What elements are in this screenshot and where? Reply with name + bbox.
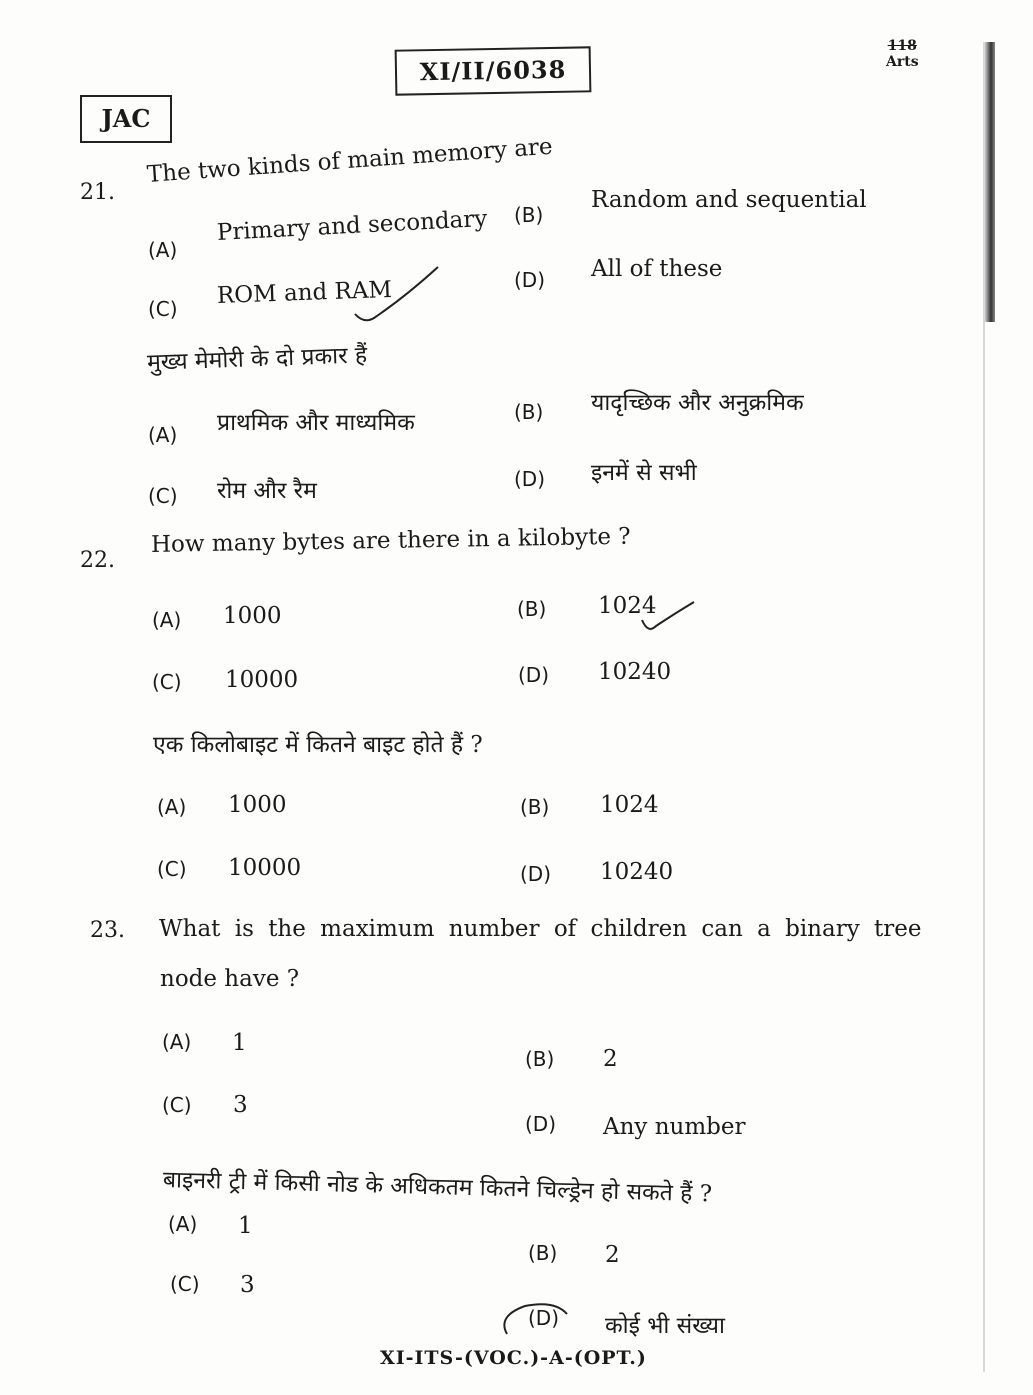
option-label: (C)	[148, 297, 178, 321]
question-number: 23.	[90, 918, 125, 943]
question-text-hindi: एक किलोबाइट में कितने बाइट होते हैं ?	[153, 732, 483, 758]
option-label: (A)	[162, 1030, 192, 1054]
option-text: 10000	[225, 667, 299, 693]
footer-code: XI-ITS-(VOC.)-A-(OPT.)	[380, 1347, 647, 1369]
option-label: (A)	[152, 608, 182, 632]
question-text-hindi: मुख्य मेमोरी के दो प्रकार हैं	[146, 342, 368, 376]
option-label: (C)	[170, 1272, 200, 1296]
handwritten-tick-mark	[350, 262, 450, 332]
option-text: रोम और रैम	[217, 478, 317, 504]
question-number: 22.	[80, 548, 115, 573]
option-label: (D)	[525, 1112, 557, 1136]
option-text: 3	[240, 1272, 255, 1298]
page-number: 118	[887, 38, 917, 54]
question-text-cont: node have ?	[160, 966, 300, 992]
option-text: इनमें से सभी	[591, 460, 697, 486]
handwritten-tick-mark	[640, 596, 700, 636]
question-text: What is the maximum number of children can a binary tree	[159, 916, 922, 942]
option-label: (B)	[514, 400, 544, 424]
option-text: 10000	[228, 855, 302, 881]
option-text: 1	[238, 1213, 253, 1239]
option-text: 10240	[600, 859, 674, 885]
option-label: (B)	[520, 795, 550, 819]
option-text: 1	[232, 1030, 247, 1056]
option-text: Random and sequential	[591, 187, 867, 213]
option-text: 1000	[223, 603, 282, 629]
option-label: (D)	[518, 663, 550, 687]
option-text: कोई भी संख्या	[605, 1313, 725, 1339]
option-label: (B)	[525, 1047, 555, 1071]
option-text: 1000	[228, 792, 287, 818]
option-text: प्राथमिक और माध्यमिक	[217, 410, 415, 436]
option-label: (D)	[528, 1306, 560, 1330]
option-label: (D)	[514, 268, 546, 292]
option-label: (D)	[520, 862, 552, 886]
question-text-hindi: बाइनरी ट्री में किसी नोड के अधिकतम कितने चिल्ड्रेन हो सकते हैं ?	[162, 1167, 713, 1208]
option-label: (A)	[148, 238, 178, 262]
paper-code-box: XI/II/6038	[395, 46, 592, 95]
option-text: ROM and RAM	[216, 276, 393, 309]
question-text: The two kinds of main memory are	[146, 133, 554, 188]
board-box: JAC	[80, 95, 172, 143]
option-label: (C)	[152, 670, 182, 694]
option-text: 1024	[598, 593, 657, 619]
page-edge-binding	[985, 42, 995, 322]
option-text: Any number	[603, 1114, 746, 1140]
option-text: Primary and secondary	[216, 205, 488, 246]
option-text: 2	[603, 1046, 618, 1072]
option-text: 2	[605, 1242, 620, 1268]
option-text: 10240	[598, 659, 672, 685]
handwritten-circle-mark	[495, 1296, 575, 1346]
option-label: (A)	[148, 423, 178, 447]
option-text: 1024	[600, 792, 659, 818]
option-text: 3	[233, 1092, 248, 1118]
page-number-block	[886, 38, 919, 70]
option-label: (A)	[157, 795, 187, 819]
question-text: How many bytes are there in a kilobyte ?	[150, 523, 631, 558]
option-label: (C)	[162, 1093, 192, 1117]
option-label: (C)	[148, 484, 178, 508]
option-text: All of these	[591, 256, 723, 282]
stream-label: Arts	[886, 54, 919, 70]
option-label: (B)	[514, 203, 544, 227]
question-number: 21.	[80, 180, 115, 205]
option-text: यादृच्छिक और अनुक्रमिक	[591, 390, 804, 416]
option-label: (B)	[517, 597, 547, 621]
option-label: (D)	[514, 467, 546, 491]
option-label: (C)	[157, 857, 187, 881]
option-label: (A)	[168, 1212, 198, 1236]
option-label: (B)	[528, 1241, 558, 1265]
